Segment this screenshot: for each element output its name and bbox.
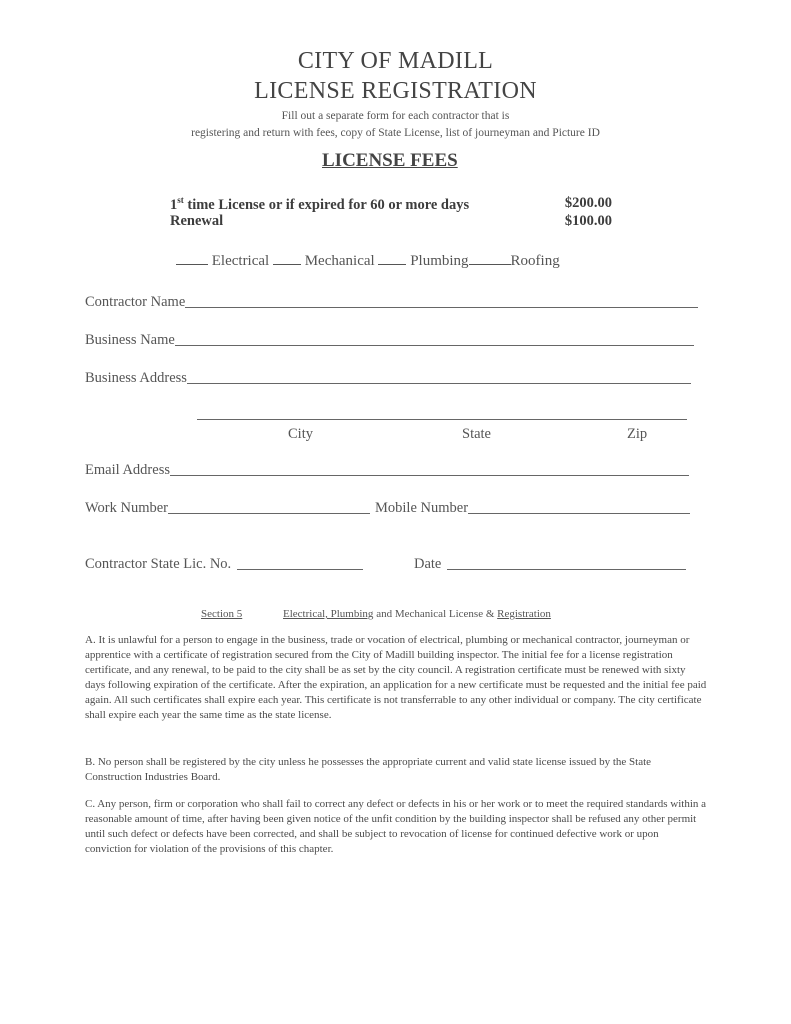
- work-number-field: [85, 500, 370, 517]
- instructions-line-1: Fill out a separate form for each contractor that is: [281, 110, 510, 122]
- business-address-label: Business Address: [85, 370, 187, 386]
- state-lic-no-field: [85, 556, 363, 573]
- section-paragraph-a: A. It is unlawful for a person to engage in the business, trade or vocation of electrical, plumbing or mechanical contractor, journeyman or apprentice with a certificate of registration secured from the City of Madill building inspector. The initial fee for a license registration certificate, and any renewal, to be paid to the city shall be as set by the city council. A registration certificate must be renewed with sixty days following expiration of the certificate. After the expiration, an application for a new certificate must be requested and the initial fee paid again. All such certificates shall expire each year. This certificate is not transferrable to any other individual or company. The city certificate shall expire each year the same time as the state license.: [85, 634, 707, 721]
- license-fees-heading: LICENSE FEES: [322, 150, 458, 171]
- mechanical-checkbox-blank[interactable]: [273, 252, 301, 265]
- contractor-name-input[interactable]: [185, 306, 698, 308]
- work-number-input[interactable]: [168, 512, 370, 514]
- section-paragraph-b: B. No person shall be registered by the city unless he possesses the appropriate current and valid state license issued by the State Construction Industries Board.: [85, 756, 652, 783]
- fee-amount: $200.00: [564, 195, 612, 211]
- fee-label: Renewal: [170, 213, 224, 229]
- trade-electrical: Electrical: [211, 253, 270, 269]
- work-number-label: Work Number: [85, 500, 168, 516]
- business-name-label: Business Name: [85, 332, 175, 348]
- fee-row-renewal: [170, 213, 612, 230]
- state-label: State: [462, 426, 491, 442]
- city-title: CITY OF MADILL: [297, 48, 494, 74]
- fee-label: 1st time License or if expired for 60 or more days: [170, 195, 470, 213]
- trade-mechanical: Mechanical: [304, 253, 375, 269]
- business-name-field: [85, 332, 694, 349]
- section-title: Electrical, Plumbing and Mechanical License & Registration: [283, 608, 551, 620]
- roofing-checkbox-blank[interactable]: [469, 252, 511, 265]
- form-title: LICENSE REGISTRATION: [254, 78, 537, 104]
- email-label: Email Address: [85, 462, 170, 478]
- city-label: City: [288, 426, 313, 442]
- date-field: [414, 556, 686, 573]
- mobile-number-input[interactable]: [468, 512, 690, 514]
- section-paragraph-c: C. Any person, firm or corporation who shall fail to correct any defect or defects in his or her work or to meet the required standards within a reasonable amount of time, after having been given notice of the unfit condition by the building inspector shall be refused any other permit until such defect or defects have been corrected, and shall be subject to revocation of license for continued defective work or upon conviction for violation of the provisions of this chapter.: [85, 798, 707, 855]
- business-address-field: [85, 370, 691, 387]
- fee-amount: $100.00: [564, 213, 612, 229]
- city-state-zip-input[interactable]: [197, 418, 687, 420]
- contractor-name-field: [85, 294, 698, 311]
- state-lic-no-input[interactable]: [237, 568, 363, 570]
- trade-plumbing: Plumbing: [410, 253, 469, 269]
- date-label: Date: [414, 556, 442, 572]
- business-address-input[interactable]: [187, 382, 691, 384]
- plumbing-checkbox-blank[interactable]: [378, 252, 406, 265]
- state-lic-no-label: Contractor State Lic. No.: [85, 556, 232, 572]
- contractor-name-label: Contractor Name: [85, 294, 186, 310]
- fee-row-first-time: [170, 195, 612, 214]
- zip-label: Zip: [627, 426, 648, 442]
- email-field: [85, 462, 689, 479]
- business-name-input[interactable]: [175, 344, 694, 346]
- mobile-number-label: Mobile Number: [375, 500, 469, 516]
- mobile-number-field: [375, 500, 690, 517]
- electrical-checkbox-blank[interactable]: [176, 252, 208, 265]
- email-input[interactable]: [170, 474, 689, 476]
- trade-roofing: Roofing: [510, 253, 560, 269]
- section-number: Section 5: [201, 608, 243, 620]
- instructions-line-2: registering and return with fees, copy of State License, list of journeyman and Picture ID: [191, 127, 600, 139]
- date-input[interactable]: [447, 568, 686, 570]
- trade-selection: [176, 252, 560, 270]
